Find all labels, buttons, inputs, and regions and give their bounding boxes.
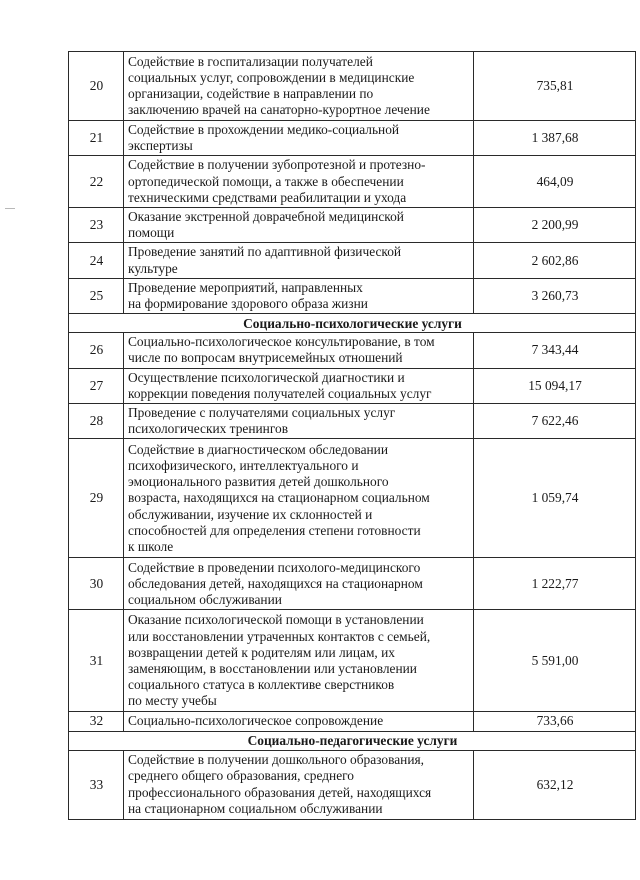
description-line: заключению врачей на санаторно-курортное лечение (128, 102, 430, 118)
description-line: обследования детей, находящихся на стационарном (128, 575, 423, 591)
description-line: Социально-психологическое консультирование, в том (128, 334, 435, 350)
service-price: 735,81 (474, 52, 636, 121)
service-description (124, 712, 474, 731)
service-price: 5 591,00 (474, 610, 636, 712)
service-price: 733,66 (474, 712, 636, 731)
row-number: 26 (69, 333, 124, 368)
table-row (69, 558, 636, 610)
table-row (69, 156, 636, 208)
description-line: техническими средствами реабилитации и ухода (128, 189, 407, 205)
description-line: Проведение с получателями социальных услуг (128, 405, 396, 421)
service-description (124, 156, 474, 208)
description-line: возвращении детей к родителям или лицам, их (128, 644, 395, 660)
description-line: по месту учебы (128, 693, 217, 709)
scan-mark (5, 208, 15, 209)
row-number: 23 (69, 208, 124, 243)
description-line: среднего общего образования, среднего (128, 768, 355, 784)
description-line: Содействие в диагностическом обследовании (128, 441, 389, 457)
description-line: коррекции поведения получателей социальных услуг (128, 385, 432, 401)
description-line: культуре (128, 260, 178, 276)
description-line: или восстановлении утраченных контактов с семьей, (128, 628, 431, 644)
service-description (124, 278, 474, 313)
section-row (69, 731, 636, 750)
service-description (124, 558, 474, 610)
description-line: способностей для определения степени готовности (128, 522, 421, 538)
table-row (69, 610, 636, 712)
section-title: Социально-педагогические услуги (69, 731, 636, 750)
row-number: 21 (69, 121, 124, 156)
table-row (69, 712, 636, 731)
description-line: психофизического, интеллектуального и (128, 457, 359, 473)
service-price: 1 387,68 (474, 121, 636, 156)
description-line: профессионального образования детей, находящихся (128, 784, 432, 800)
description-line: помощи (128, 225, 175, 241)
description-line: Проведение мероприятий, направленных (128, 279, 363, 295)
service-description (124, 404, 474, 439)
description-line: на формирование здорового образа жизни (128, 296, 368, 312)
section-row (69, 314, 636, 333)
row-number: 22 (69, 156, 124, 208)
row-number: 20 (69, 52, 124, 121)
description-line: Содействие в проведении психолого-медицинского (128, 559, 421, 575)
description-line: возраста, находящихся на стационарном социальном (128, 490, 430, 506)
description-line: Содействие в получении дошкольного образования, (128, 752, 424, 768)
table-row (69, 52, 636, 121)
description-line: организации, содействие в направлении по (128, 86, 374, 101)
service-price: 2 602,86 (474, 243, 636, 278)
table-row (69, 121, 636, 156)
row-number: 27 (69, 368, 124, 403)
service-price: 15 094,17 (474, 368, 636, 403)
service-description (124, 610, 474, 712)
description-line: Оказание психологической помощи в установлении (128, 612, 424, 628)
service-price: 7 343,44 (474, 333, 636, 368)
service-description (124, 208, 474, 243)
description-line: Содействие в получении зубопротезной и протезно- (128, 157, 426, 173)
description-line: к школе (128, 538, 174, 554)
table-body (69, 52, 636, 820)
description-line: Осуществление психологической диагностики и (128, 369, 405, 385)
table-row (69, 208, 636, 243)
service-price: 632,12 (474, 750, 636, 819)
table-row (69, 404, 636, 439)
description-line: эмоционального развития детей дошкольного (128, 474, 389, 490)
description-line: социальных услуг, сопровождении в медицинские (128, 69, 415, 85)
service-description (124, 439, 474, 558)
row-number: 33 (69, 750, 124, 819)
description-line: Проведение занятий по адаптивной физической (128, 244, 402, 260)
service-description (124, 750, 474, 819)
description-line: ортопедической помощи, а также в обеспечении (128, 173, 404, 189)
row-number: 29 (69, 439, 124, 558)
row-number: 32 (69, 712, 124, 731)
section-title: Социально-психологические услуги (69, 314, 636, 333)
table-row (69, 278, 636, 313)
description-line: числе по вопросам внутрисемейных отношений (128, 350, 403, 366)
service-description (124, 368, 474, 403)
services-price-table (68, 51, 636, 820)
table-row (69, 368, 636, 403)
table-row (69, 750, 636, 819)
description-line: социального статуса в коллективе сверстников (128, 677, 395, 693)
service-price: 1 059,74 (474, 439, 636, 558)
description-line: Содействие в прохождении медико-социальной (128, 122, 400, 137)
service-price: 7 622,46 (474, 404, 636, 439)
row-number: 25 (69, 278, 124, 313)
service-price: 2 200,99 (474, 208, 636, 243)
description-line: Содействие в госпитализации получателей (128, 53, 373, 69)
description-line: психологических тренингов (128, 421, 289, 437)
description-line: на стационарном социальном обслуживании (128, 800, 383, 816)
description-line: Социально-психологическое сопровождение (128, 713, 384, 729)
description-line: Оказание экстренной доврачебной медицинской (128, 209, 404, 225)
table-row (69, 243, 636, 278)
service-price: 1 222,77 (474, 558, 636, 610)
row-number: 28 (69, 404, 124, 439)
service-description (124, 121, 474, 156)
table-row (69, 333, 636, 368)
description-line: заменяющим, в восстановлении или установлении (128, 660, 417, 676)
service-description (124, 333, 474, 368)
service-price: 3 260,73 (474, 278, 636, 313)
row-number: 30 (69, 558, 124, 610)
description-line: обслуживании, изучение их склонностей и (128, 506, 373, 522)
service-description (124, 52, 474, 121)
table-row (69, 439, 636, 558)
description-line: экспертизы (128, 138, 193, 154)
service-price: 464,09 (474, 156, 636, 208)
service-description (124, 243, 474, 278)
row-number: 31 (69, 610, 124, 712)
description-line: социальном обслуживании (128, 592, 282, 608)
row-number: 24 (69, 243, 124, 278)
